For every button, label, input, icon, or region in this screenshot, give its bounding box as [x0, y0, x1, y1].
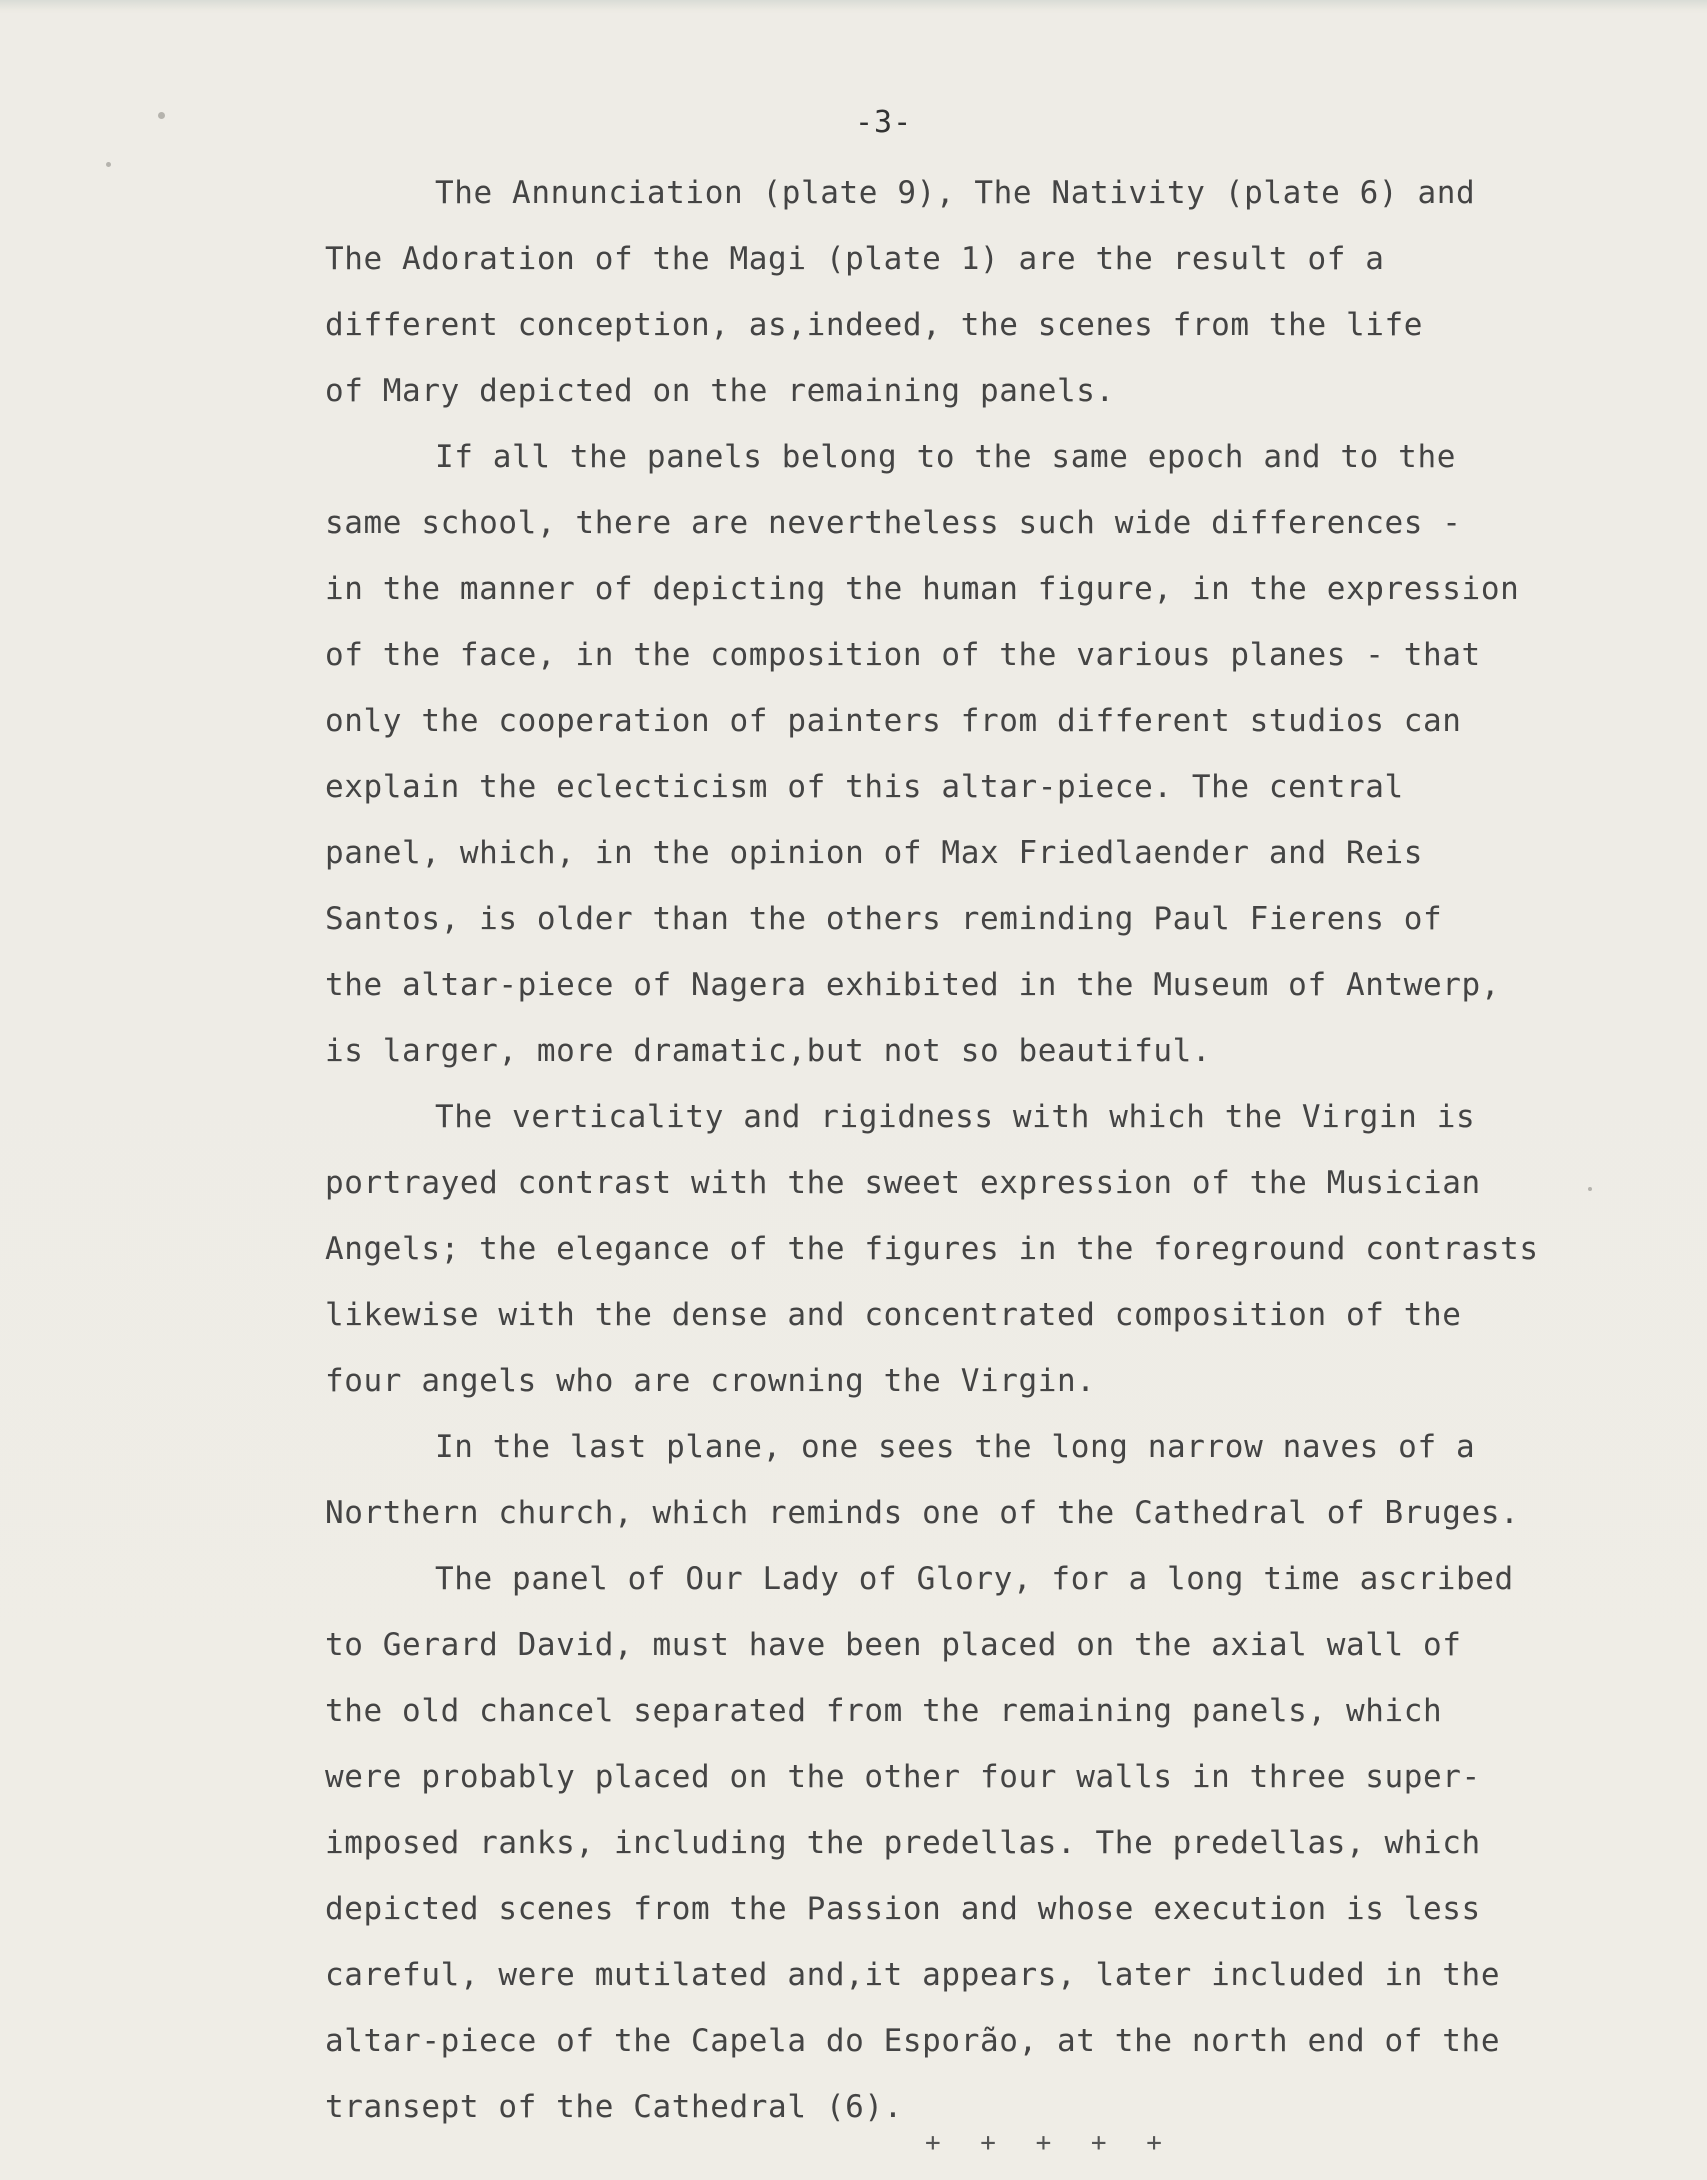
text-line: explain the eclecticism of this altar-piece. The central: [325, 769, 1404, 805]
text-line: depicted scenes from the Passion and whose execution is less: [325, 1891, 1481, 1927]
text-line: transept of the Cathedral (6).: [325, 2089, 903, 2125]
ending-mark: + + + + +: [925, 2128, 1174, 2158]
text-line: If all the panels belong to the same epoch and to the: [435, 439, 1456, 475]
page-number: -3-: [855, 105, 913, 140]
text-line: the altar-piece of Nagera exhibited in the Museum of Antwerp,: [325, 967, 1501, 1003]
text-line: the old chancel separated from the remaining panels, which: [325, 1693, 1443, 1729]
text-line: four angels who are crowning the Virgin.: [325, 1363, 1096, 1399]
text-line: same school, there are nevertheless such wide differences -: [325, 505, 1462, 541]
text-line: portrayed contrast with the sweet expression of the Musician: [325, 1165, 1481, 1201]
text-line: in the manner of depicting the human figure, in the expression: [325, 571, 1520, 607]
text-line: likewise with the dense and concentrated composition of the: [325, 1297, 1462, 1333]
text-line: The panel of Our Lady of Glory, for a long time ascribed: [435, 1561, 1514, 1597]
text-line: to Gerard David, must have been placed on the axial wall of: [325, 1627, 1462, 1663]
text-line: is larger, more dramatic,but not so beautiful.: [325, 1033, 1212, 1069]
text-line: Angels; the elegance of the figures in the foreground contrasts: [325, 1231, 1539, 1267]
text-line: Northern church, which reminds one of the Cathedral of Bruges.: [325, 1495, 1520, 1531]
text-line: panel, which, in the opinion of Max Friedlaender and Reis: [325, 835, 1424, 871]
text-line: Santos, is older than the others reminding Paul Fierens of: [325, 901, 1443, 937]
text-line: careful, were mutilated and,it appears, later included in the: [325, 1957, 1501, 1993]
paper-speck: [158, 112, 165, 119]
text-line: only the cooperation of painters from different studios can: [325, 703, 1462, 739]
text-line: of Mary depicted on the remaining panels.: [325, 373, 1115, 409]
text-line: The Annunciation (plate 9), The Nativity (plate 6) and: [435, 175, 1476, 211]
text-line: The verticality and rigidness with which the Virgin is: [435, 1099, 1476, 1135]
text-line: imposed ranks, including the predellas. The predellas, which: [325, 1825, 1481, 1861]
paper-speck: [106, 162, 111, 167]
text-line: were probably placed on the other four walls in three super-: [325, 1759, 1481, 1795]
text-line: The Adoration of the Magi (plate 1) are the result of a: [325, 241, 1385, 277]
text-line: of the face, in the composition of the various planes - that: [325, 637, 1481, 673]
page-top-edge: [0, 0, 1707, 10]
text-line: different conception, as,indeed, the scenes from the life: [325, 307, 1424, 343]
body-text: [325, 160, 1645, 2140]
text-line: In the last plane, one sees the long narrow naves of a: [435, 1429, 1476, 1465]
text-line: altar-piece of the Capela do Esporão, at the north end of the: [325, 2023, 1501, 2059]
